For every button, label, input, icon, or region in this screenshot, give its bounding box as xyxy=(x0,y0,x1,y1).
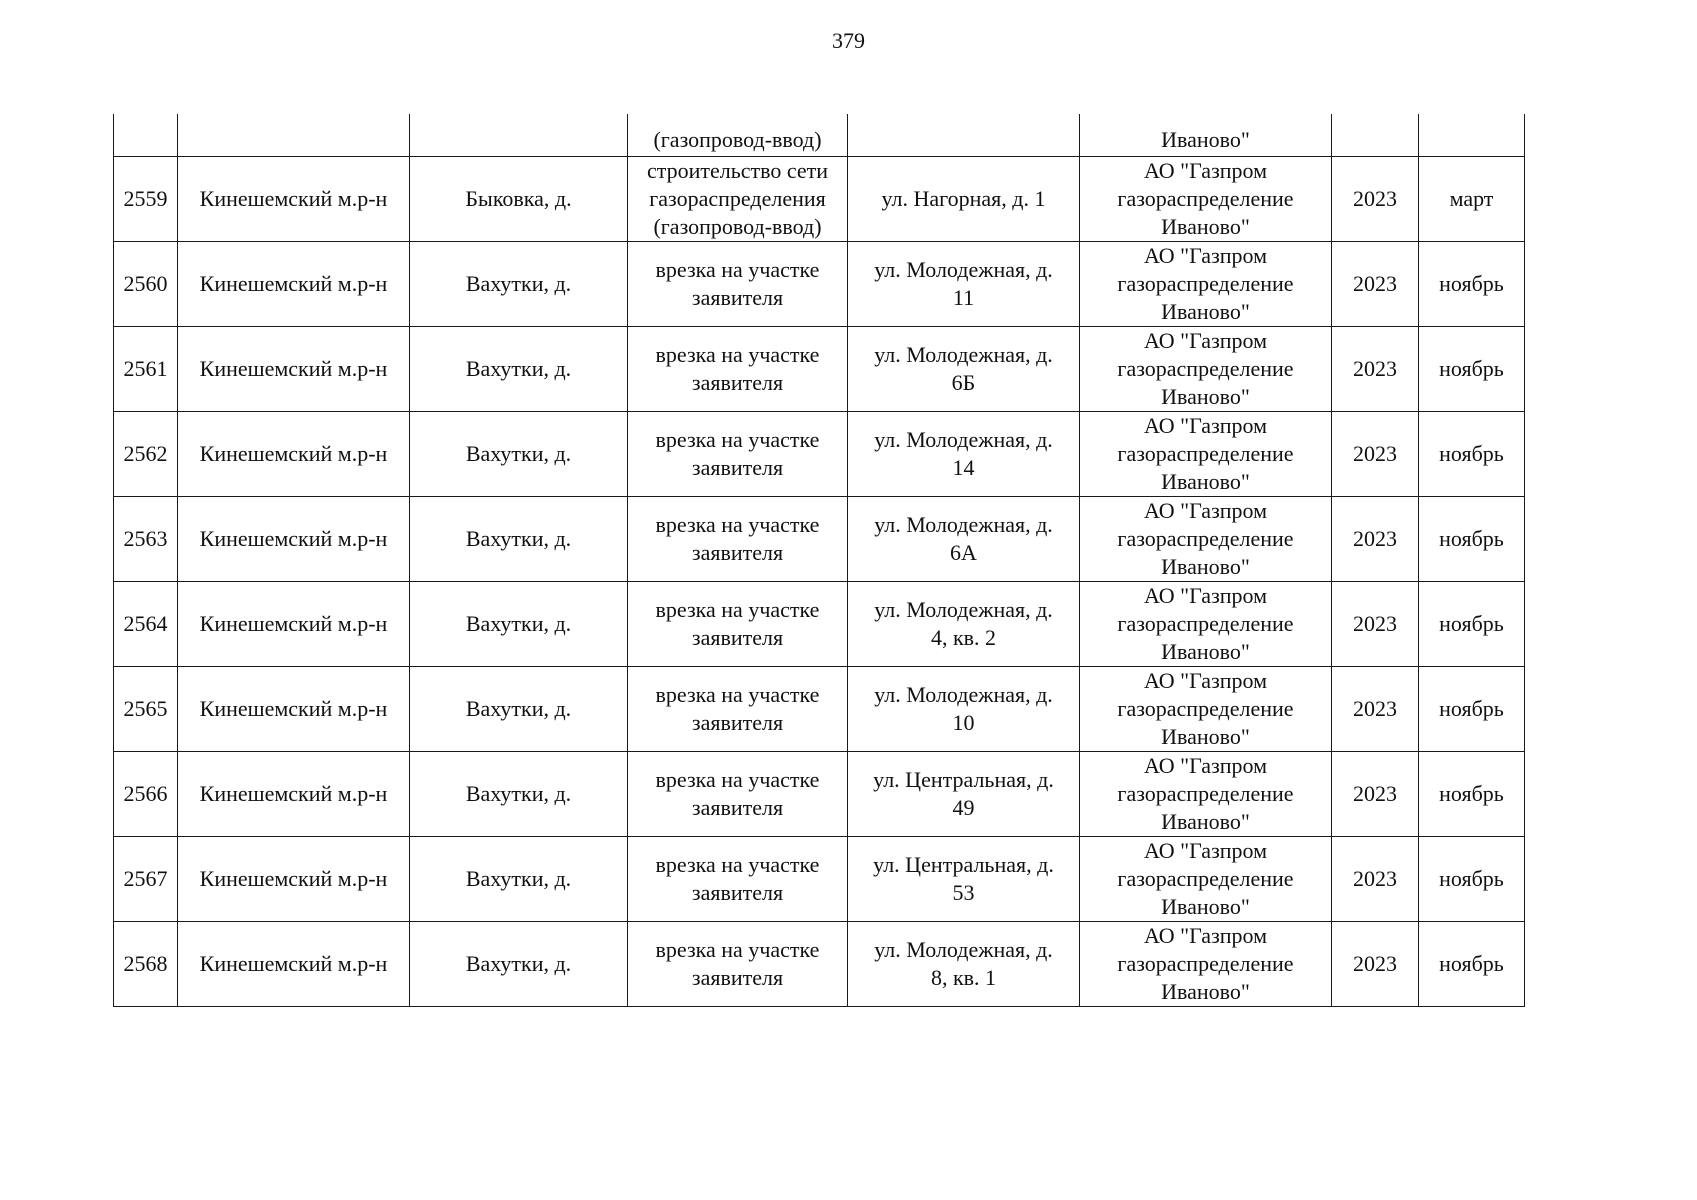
table-row xyxy=(114,837,1525,922)
cell-work-line: заявителя xyxy=(691,880,784,905)
cell-work xyxy=(628,327,848,412)
table-row xyxy=(114,667,1525,752)
cell-org-line: Иваново" xyxy=(1161,299,1250,324)
cell-org-line: АО "Газпром xyxy=(1143,753,1268,778)
cell-year: 2023 xyxy=(1332,412,1419,497)
cell-work xyxy=(628,582,848,667)
cell-year: 2023 xyxy=(1332,837,1419,922)
cell-org-line: газораспределение xyxy=(1117,781,1294,806)
cell-work-line: врезка на участке xyxy=(655,257,820,282)
cell-address xyxy=(848,242,1080,327)
cell-locality: Вахутки, д. xyxy=(410,412,628,497)
cell-address xyxy=(848,412,1080,497)
cell-district: Кинешемский м.р-н xyxy=(178,922,410,1007)
cell-month: ноябрь xyxy=(1419,242,1525,327)
cell-work-line: заявителя xyxy=(691,285,784,310)
cell-num: 2563 xyxy=(114,497,178,582)
cell-work-line: врезка на участке xyxy=(655,852,820,877)
table-row xyxy=(114,327,1525,412)
cell-org-line: Иваново" xyxy=(1161,384,1250,409)
cell-district xyxy=(178,114,410,157)
cell-org-line: Иваново" xyxy=(1161,979,1250,1004)
cell-year: 2023 xyxy=(1332,752,1419,837)
cell-org xyxy=(1080,157,1332,242)
cell-work xyxy=(628,752,848,837)
cell-address-line: ул. Центральная, д. xyxy=(873,767,1054,792)
cell-num: 2566 xyxy=(114,752,178,837)
cell-org-line: Иваново" xyxy=(1161,469,1250,494)
cell-work xyxy=(628,922,848,1007)
cell-org-line: Иваново" xyxy=(1161,894,1250,919)
cell-work-line: заявителя xyxy=(691,455,784,480)
cell-org-line: газораспределение xyxy=(1117,696,1294,721)
cell-org-line: газораспределение xyxy=(1117,951,1294,976)
cell-org-line: газораспределение xyxy=(1117,866,1294,891)
cell-org-line: АО "Газпром xyxy=(1143,328,1268,353)
cell-address-line: ул. Центральная, д. xyxy=(873,852,1054,877)
cell-num: 2567 xyxy=(114,837,178,922)
cell-district: Кинешемский м.р-н xyxy=(178,497,410,582)
cell-org-line: АО "Газпром xyxy=(1143,583,1268,608)
cell-month xyxy=(1419,114,1525,157)
cell-org: Иваново" xyxy=(1080,114,1332,157)
cell-locality: Вахутки, д. xyxy=(410,922,628,1007)
table-row xyxy=(114,752,1525,837)
cell-locality: Вахутки, д. xyxy=(410,667,628,752)
cell-address xyxy=(848,837,1080,922)
cell-work-line: врезка на участке xyxy=(655,597,820,622)
cell-org-line: Иваново" xyxy=(1161,809,1250,834)
cell-work-line: заявителя xyxy=(691,795,784,820)
cell-work-line: заявителя xyxy=(691,625,784,650)
cell-district: Кинешемский м.р-н xyxy=(178,412,410,497)
cell-org xyxy=(1080,837,1332,922)
table-row xyxy=(114,497,1525,582)
gas-connection-table xyxy=(113,114,1525,1007)
cell-month: март xyxy=(1419,157,1525,242)
cell-work-line: врезка на участке xyxy=(655,512,820,537)
cell-locality xyxy=(410,114,628,157)
table-row xyxy=(114,922,1525,1007)
cell-month: ноябрь xyxy=(1419,922,1525,1007)
cell-work xyxy=(628,242,848,327)
cell-locality: Быковка, д. xyxy=(410,157,628,242)
cell-org xyxy=(1080,667,1332,752)
cell-month: ноябрь xyxy=(1419,412,1525,497)
cell-district: Кинешемский м.р-н xyxy=(178,752,410,837)
cell-locality: Вахутки, д. xyxy=(410,327,628,412)
cell-address xyxy=(848,752,1080,837)
cell-month: ноябрь xyxy=(1419,752,1525,837)
cell-address-line: ул. Молодежная, д. xyxy=(874,342,1053,367)
cell-org-line: АО "Газпром xyxy=(1143,668,1268,693)
cell-address xyxy=(848,922,1080,1007)
cell-locality: Вахутки, д. xyxy=(410,837,628,922)
cell-district: Кинешемский м.р-н xyxy=(178,582,410,667)
cell-org-line: Иваново" xyxy=(1161,639,1250,664)
cell-address-line: ул. Молодежная, д. xyxy=(874,597,1053,622)
cell-num: 2565 xyxy=(114,667,178,752)
cell-org-line: Иваново" xyxy=(1161,554,1250,579)
cell-num: 2562 xyxy=(114,412,178,497)
cell-work-line: врезка на участке xyxy=(655,342,820,367)
cell-work-line: заявителя xyxy=(691,540,784,565)
cell-org-line: газораспределение xyxy=(1117,271,1294,296)
cell-org-line: АО "Газпром xyxy=(1143,498,1268,523)
cell-org xyxy=(1080,412,1332,497)
cell-address-line: 6Б xyxy=(951,370,976,395)
cell-month: ноябрь xyxy=(1419,582,1525,667)
cell-work-line: заявителя xyxy=(691,370,784,395)
cell-org xyxy=(1080,327,1332,412)
cell-work xyxy=(628,157,848,242)
cell-locality: Вахутки, д. xyxy=(410,752,628,837)
cell-org-line: газораспределение xyxy=(1117,611,1294,636)
cell-work-line: врезка на участке xyxy=(655,682,820,707)
cell-address-line: 49 xyxy=(952,795,975,820)
page-number: 379 xyxy=(832,28,865,53)
cell-year: 2023 xyxy=(1332,922,1419,1007)
cell-year: 2023 xyxy=(1332,242,1419,327)
cell-work-line: врезка на участке xyxy=(655,937,820,962)
cell-district: Кинешемский м.р-н xyxy=(178,837,410,922)
cell-address-line: 10 xyxy=(952,710,975,735)
cell-district: Кинешемский м.р-н xyxy=(178,327,410,412)
cell-address-line: 14 xyxy=(952,455,975,480)
cell-work-line: заявителя xyxy=(691,965,784,990)
cell-month: ноябрь xyxy=(1419,837,1525,922)
cell-work-line: (газопровод-ввод) xyxy=(653,214,822,239)
cell-org-line: газораспределение xyxy=(1117,441,1294,466)
cell-address-line: ул. Молодежная, д. xyxy=(874,512,1053,537)
cell-num: 2559 xyxy=(114,157,178,242)
cell-address-line: ул. Молодежная, д. xyxy=(874,682,1053,707)
cell-num: 2560 xyxy=(114,242,178,327)
cell-locality: Вахутки, д. xyxy=(410,582,628,667)
cell-org-line: АО "Газпром xyxy=(1143,838,1268,863)
cell-district: Кинешемский м.р-н xyxy=(178,242,410,327)
cell-year: 2023 xyxy=(1332,327,1419,412)
cell-address-line: ул. Нагорная, д. 1 xyxy=(881,186,1046,211)
cell-address-line: 11 xyxy=(952,285,975,310)
table-row xyxy=(114,157,1525,242)
cell-org-line: АО "Газпром xyxy=(1143,413,1268,438)
cell-address xyxy=(848,582,1080,667)
cell-address-line: 4, кв. 2 xyxy=(930,625,997,650)
cell-num: 2564 xyxy=(114,582,178,667)
cell-address-line: 8, кв. 1 xyxy=(930,965,997,990)
cell-work: (газопровод-ввод) xyxy=(628,114,848,157)
cell-address xyxy=(848,667,1080,752)
cell-org-line: газораспределение xyxy=(1117,526,1294,551)
cell-address-line: ул. Молодежная, д. xyxy=(874,257,1053,282)
cell-year: 2023 xyxy=(1332,582,1419,667)
cell-org-line: Иваново" xyxy=(1161,214,1250,239)
cell-work-line: врезка на участке xyxy=(655,767,820,792)
cell-locality: Вахутки, д. xyxy=(410,497,628,582)
cell-num: 2561 xyxy=(114,327,178,412)
cell-num xyxy=(114,114,178,157)
cell-work-line: врезка на участке xyxy=(655,427,820,452)
cell-org xyxy=(1080,242,1332,327)
cell-org-line: АО "Газпром xyxy=(1143,158,1268,183)
cell-month: ноябрь xyxy=(1419,327,1525,412)
cell-work xyxy=(628,497,848,582)
cell-org xyxy=(1080,582,1332,667)
cell-year: 2023 xyxy=(1332,497,1419,582)
table-row xyxy=(114,412,1525,497)
cell-address-line: 53 xyxy=(952,880,975,905)
cell-locality: Вахутки, д. xyxy=(410,242,628,327)
cell-district: Кинешемский м.р-н xyxy=(178,667,410,752)
cell-org xyxy=(1080,922,1332,1007)
cell-work-line: заявителя xyxy=(691,710,784,735)
cell-org-line: газораспределение xyxy=(1117,356,1294,381)
cell-work xyxy=(628,667,848,752)
cell-work-line: газораспределения xyxy=(649,186,826,211)
cell-year: 2023 xyxy=(1332,667,1419,752)
cell-address xyxy=(848,327,1080,412)
cell-address xyxy=(848,157,1080,242)
cell-work xyxy=(628,837,848,922)
cell-work-line: строительство сети xyxy=(646,158,829,183)
cell-month: ноябрь xyxy=(1419,667,1525,752)
table-row xyxy=(114,582,1525,667)
cell-district: Кинешемский м.р-н xyxy=(178,157,410,242)
cell-address xyxy=(848,114,1080,157)
cell-year xyxy=(1332,114,1419,157)
cell-address-line: ул. Молодежная, д. xyxy=(874,427,1053,452)
table-row xyxy=(114,242,1525,327)
cell-address-line: 6А xyxy=(950,540,977,565)
cell-year: 2023 xyxy=(1332,157,1419,242)
cell-org-line: Иваново" xyxy=(1161,724,1250,749)
cell-org-line: газораспределение xyxy=(1117,186,1294,211)
cell-org xyxy=(1080,497,1332,582)
cell-org xyxy=(1080,752,1332,837)
cell-org-line: АО "Газпром xyxy=(1143,243,1268,268)
continuation-row xyxy=(114,114,1525,157)
cell-address xyxy=(848,497,1080,582)
cell-month: ноябрь xyxy=(1419,497,1525,582)
cell-org-line: АО "Газпром xyxy=(1143,923,1268,948)
table-body xyxy=(114,114,1525,1007)
cell-num: 2568 xyxy=(114,922,178,1007)
cell-address-line: ул. Молодежная, д. xyxy=(874,937,1053,962)
cell-work xyxy=(628,412,848,497)
